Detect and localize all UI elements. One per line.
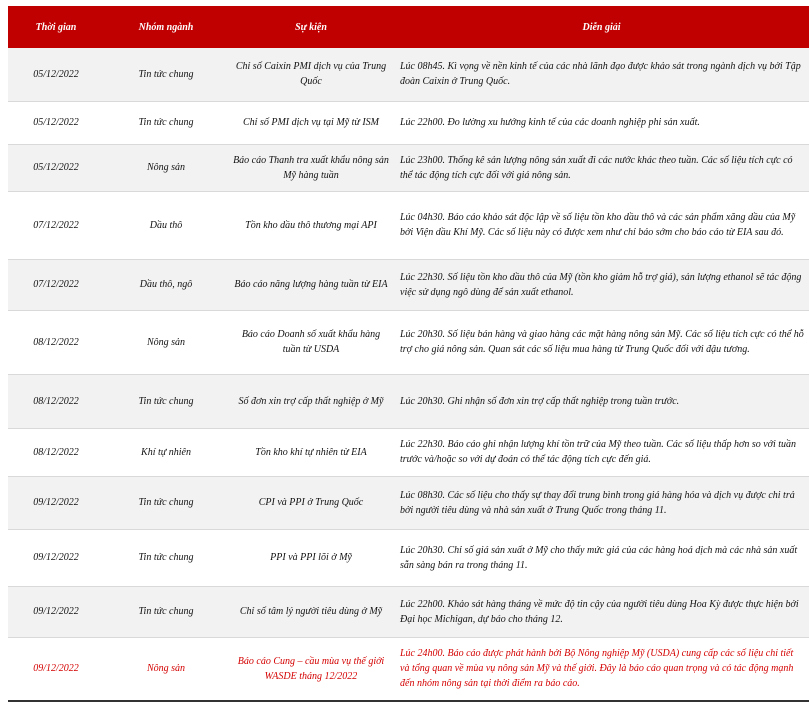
cell-group: Tin tức chung (104, 529, 228, 586)
header-date: Thời gian (35, 21, 77, 33)
table-row (8, 529, 809, 586)
cell-event: Báo cáo Doanh số xuất khẩu hàng tuần từ USDA (228, 310, 394, 374)
cell-explain: Lúc 08h30. Các số liệu cho thấy sự thay đổi trung bình trong giá hàng hóa và dịch vụ được chi trả bởi người tiêu dùng và nhà sản xuất ở Trung Quốc trong tháng 11. (394, 476, 809, 529)
cell-group: Tin tức chung (104, 476, 228, 529)
cell-event: Báo cáo năng lượng hàng tuần từ EIA (228, 259, 394, 310)
cell-event: Chỉ số PMI dịch vụ tại Mỹ từ ISM (228, 101, 394, 144)
cell-group: Dầu thô (104, 191, 228, 259)
header-row (8, 6, 809, 48)
cell-event: Chỉ số tâm lý người tiêu dùng ở Mỹ (228, 586, 394, 637)
cell-explain: Lúc 22h00. Đo lường xu hướng kinh tế của các doanh nghiệp phi sản xuất. (394, 101, 809, 144)
cell-date: 08/12/2022 (8, 310, 104, 374)
cell-event: Báo cáo Cung – cầu mùa vụ thế giới WASDE tháng 12/2022 (228, 637, 394, 701)
cell-date: 09/12/2022 (8, 586, 104, 637)
cell-date: 07/12/2022 (8, 191, 104, 259)
cell-group: Tin tức chung (104, 374, 228, 428)
cell-event: Tồn kho khí tự nhiên từ EIA (228, 428, 394, 476)
cell-group: Tin tức chung (104, 101, 228, 144)
cell-explain: Lúc 20h30. Chỉ số giá sản xuất ở Mỹ cho thấy mức giá của các hàng hoá dịch mà các nhà sản xuất sẵn sàng bán ra trong tháng 11. (394, 529, 809, 586)
cell-date: 05/12/2022 (8, 101, 104, 144)
table-row (8, 586, 809, 637)
table-row (8, 637, 809, 701)
table-row (8, 428, 809, 476)
cell-explain: Lúc 20h30. Số liệu bán hàng và giao hàng các mặt hàng nông sản Mỹ. Các số liệu tích cực có thể hỗ trợ cho giá nông sản. Quan sát các số liệu mua hàng từ Trung Quốc đối với đậu tương. (394, 310, 809, 374)
cell-explain: Lúc 04h30. Báo cáo khảo sát độc lập về số liệu tồn kho dầu thô và các sản phẩm xăng dầu của Mỹ bởi Viện dầu Khí Mỹ. Các số liệu này có được xem như chỉ báo sớm cho báo cáo từ EIA sau đó. (394, 191, 809, 259)
cell-date: 09/12/2022 (8, 529, 104, 586)
header-explain: Diễn giải (582, 21, 621, 33)
cell-group: Nông sản (104, 310, 228, 374)
cell-explain: Lúc 20h30. Ghi nhận số đơn xin trợ cấp thất nghiệp trong tuần trước. (394, 374, 809, 428)
cell-date: 07/12/2022 (8, 259, 104, 310)
cell-explain: Lúc 23h00. Thống kê sản lượng nông sản xuất đi các nước khác theo tuần. Các số liệu tích cực có thể tác động tích cực đối với giá nông sản. (394, 144, 809, 191)
table-row (8, 310, 809, 374)
cell-date: 09/12/2022 (8, 476, 104, 529)
cell-event: CPI và PPI ở Trung Quốc (228, 476, 394, 529)
cell-event: Số đơn xin trợ cấp thất nghiệp ở Mỹ (228, 374, 394, 428)
table-row (8, 144, 809, 191)
header-event: Sự kiện (295, 21, 327, 33)
cell-group: Khí tự nhiên (104, 428, 228, 476)
cell-date: 08/12/2022 (8, 374, 104, 428)
cell-event: Tồn kho dầu thô thương mại API (228, 191, 394, 259)
cell-group: Nông sản (104, 637, 228, 701)
cell-event: Báo cáo Thanh tra xuất khẩu nông sản Mỹ hàng tuần (228, 144, 394, 191)
cell-date: 05/12/2022 (8, 48, 104, 101)
cell-group: Tin tức chung (104, 48, 228, 101)
cell-group: Tin tức chung (104, 586, 228, 637)
cell-group: Dầu thô, ngô (104, 259, 228, 310)
table-row (8, 101, 809, 144)
table-row (8, 476, 809, 529)
table-row (8, 374, 809, 428)
cell-explain: Lúc 08h45. Kì vọng về nền kinh tế của các nhà lãnh đạo được khảo sát trong ngành dịch vụ bởi Tập đoàn Caixin ở Trung Quốc. (394, 48, 809, 101)
cell-date: 05/12/2022 (8, 144, 104, 191)
table-header (8, 6, 809, 48)
table-row (8, 48, 809, 101)
economic-events-table (8, 6, 809, 702)
cell-event: Chỉ số Caixin PMI dịch vụ của Trung Quốc (228, 48, 394, 101)
cell-explain: Lúc 22h00. Khảo sát hàng tháng về mức độ tin cậy của người tiêu dùng Hoa Kỳ được thực hiện bởi Đại học Michigan, dự báo cho tháng 12. (394, 586, 809, 637)
cell-explain: Lúc 22h30. Báo cáo ghi nhận lượng khí tồn trữ của Mỹ theo tuần. Các số liệu thấp hơn so với tuần trước và/hoặc so với dự đoán có thể tác động tích cực đến giá. (394, 428, 809, 476)
table-body (8, 48, 809, 701)
cell-explain: Lúc 24h00. Báo cáo được phát hành bởi Bộ Nông nghiệp Mỹ (USDA) cung cấp các số liệu chi tiết và tổng quan về mùa vụ nông sản Mỹ và thế giới. Đây là báo cáo quan trọng và có tác động mạnh đến nhóm nông sản tại thời điểm ra báo cáo. (394, 637, 809, 701)
cell-date: 09/12/2022 (8, 637, 104, 701)
table-row (8, 191, 809, 259)
cell-date: 08/12/2022 (8, 428, 104, 476)
table-row (8, 259, 809, 310)
cell-explain: Lúc 22h30. Số liệu tồn kho dầu thô của Mỹ (tồn kho giảm hỗ trợ giá), sản lượng ethanol sẽ tác động việc sử dụng ngô dùng để sản xuất ethanol. (394, 259, 809, 310)
cell-event: PPI và PPI lõi ở Mỹ (228, 529, 394, 586)
cell-group: Nông sản (104, 144, 228, 191)
header-group: Nhóm ngành (138, 21, 194, 33)
